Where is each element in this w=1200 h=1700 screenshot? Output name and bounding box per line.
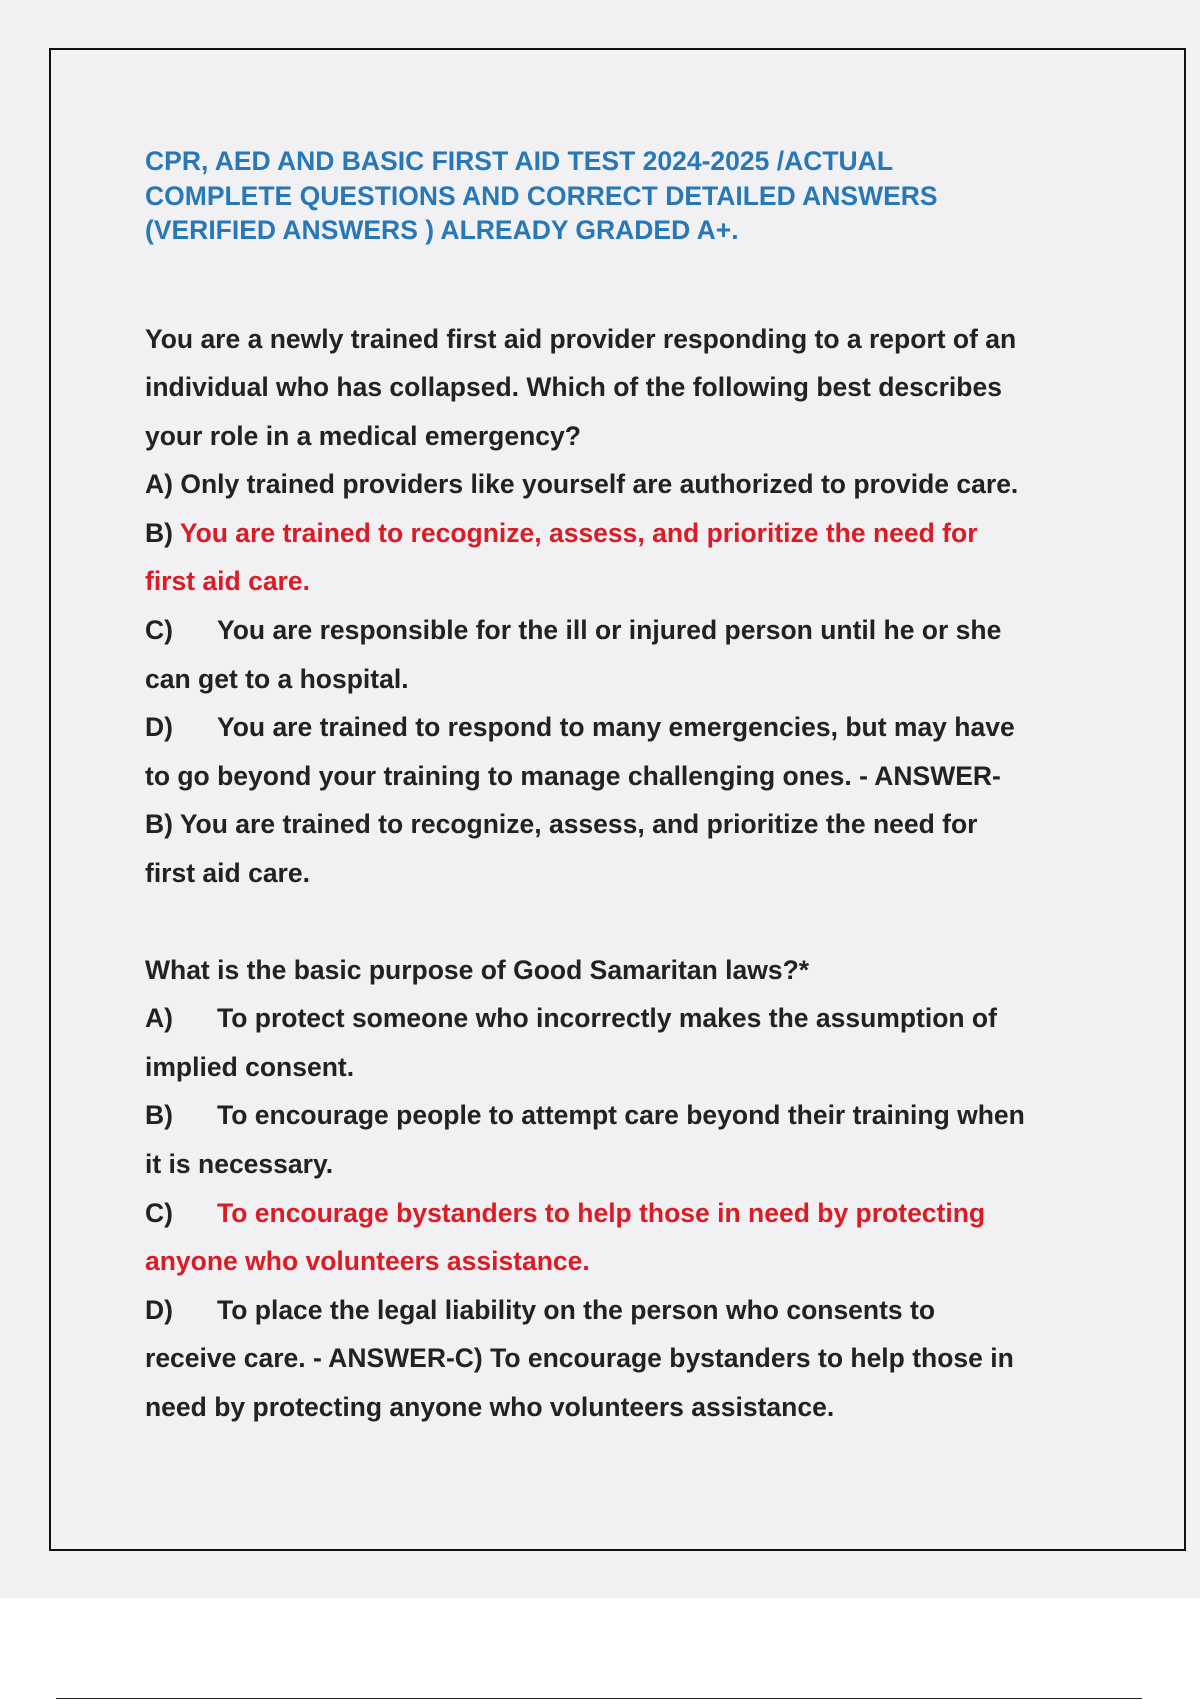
option-c-continuation: anyone who volunteers assistance. — [145, 1246, 590, 1277]
title-line: CPR, AED AND BASIC FIRST AID TEST 2024-2025 /ACTUAL — [145, 146, 894, 176]
option-text-correct: To encourage bystanders to help those in need by protecting — [217, 1197, 986, 1228]
option-label: D) — [145, 712, 173, 743]
option-text: Only trained providers like yourself are authorized to provide care. — [180, 469, 1019, 500]
document-title — [145, 144, 1095, 248]
option-d — [145, 1286, 1095, 1335]
question-stem: What is the basic purpose of Good Samaritan laws?* — [145, 954, 810, 985]
option-text: To protect someone who incorrectly makes the assumption of — [217, 1003, 997, 1034]
answer-line: first aid care. — [145, 858, 310, 889]
question-stem-line: individual who has collapsed. Which of the following best describes — [145, 372, 1002, 403]
question-stem-line: You are a newly trained first aid provider responding to a report of an — [145, 323, 1017, 354]
title-line: COMPLETE QUESTIONS AND CORRECT DETAILED ANSWERS — [145, 180, 938, 211]
option-a-continuation: implied consent. — [145, 1051, 355, 1082]
option-c-continuation: can get to a hospital. — [145, 663, 409, 694]
option-label: D) — [145, 1294, 173, 1325]
option-d-continuation: to go beyond your training to manage challenging ones. - ANSWER- — [145, 760, 1001, 791]
option-b-continuation: it is necessary. — [145, 1149, 334, 1179]
title-line: (VERIFIED ANSWERS ) ALREADY GRADED A+. — [145, 215, 739, 245]
option-label: A) — [145, 469, 173, 500]
option-d — [145, 703, 1095, 752]
option-label: C) — [145, 1197, 173, 1228]
question-1 — [145, 315, 1095, 898]
option-b-correct — [145, 509, 1095, 558]
option-label: C) — [145, 615, 173, 646]
option-text: You are trained to respond to many emergencies, but may have — [217, 712, 1015, 743]
option-d-continuation: need by protecting anyone who volunteers assistance. — [145, 1391, 835, 1422]
document-content — [145, 144, 1095, 1432]
option-a — [145, 460, 1095, 509]
option-label: B) — [145, 517, 173, 548]
footer-divider — [56, 1698, 1142, 1699]
option-text: To encourage people to attempt care beyond their training when — [217, 1100, 1025, 1131]
option-c-correct — [145, 1189, 1095, 1238]
option-text: To place the legal liability on the person who consents to — [217, 1294, 936, 1325]
option-a — [145, 994, 1095, 1043]
option-b-continuation: first aid care. — [145, 566, 310, 597]
option-c — [145, 606, 1095, 655]
option-text-correct: You are trained to recognize, assess, and prioritize the need for — [179, 517, 978, 548]
option-d-continuation: receive care. - ANSWER-C) To encourage bystanders to help those in — [145, 1343, 1014, 1374]
answer-line: B) You are trained to recognize, assess, and prioritize the need for — [145, 809, 978, 840]
option-label: A) — [145, 1003, 173, 1034]
question-2 — [145, 946, 1095, 1432]
option-label: B) — [145, 1100, 173, 1131]
option-text: You are responsible for the ill or injured person until he or she — [217, 615, 1002, 646]
question-stem-line: your role in a medical emergency? — [145, 420, 581, 451]
option-b — [145, 1091, 1095, 1140]
